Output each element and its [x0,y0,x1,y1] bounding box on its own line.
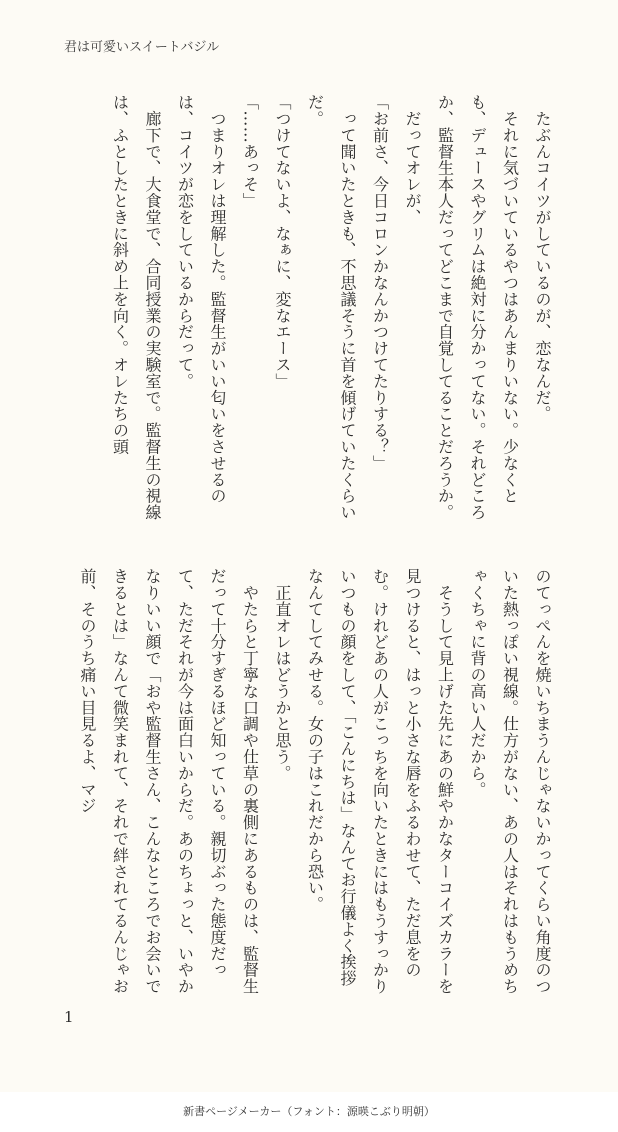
footer-credit: 新書ページメーカー（フォント：源暎こぶり明朝） [0,1092,618,1132]
page-number: 1 [64,1008,74,1026]
paragraph: のてっぺんを焼いちまうんじゃないかってくらい角度のついた熱っぽい視線。仕方がない、あの人はそれはもうめちゃくちゃに背の高い人だから。 [468,568,552,995]
book-title: 君は可愛いスイートバジル [64,40,220,55]
text-block-top [58,94,558,524]
paragraph: 「つけてないよ、なぁに、変なエース」 [273,94,292,390]
paragraph: って聞いたときも、不思議そうに首を傾げていたくらいだ。 [305,94,357,521]
paragraph: 廊下で、大食堂で、合同授業の実験室で。監督生の視線は、ふとしたときに斜め上を向く。オレたちの頭 [110,94,162,521]
paragraph: やたらと丁寧な口調や仕草の裏側にあるものは、監督生だって十分すぎるほど知っている。親切ぶった態度だって、ただそれが今は面白いからだ。あのちょっと、いやかなりいい顔で「おや監督生さん、こんなところでお会いできるとは」なんて微笑まれて、それで絆されてるんじゃお前、そのうち痛い目見るよ、マジ [78,568,260,995]
text-block-bottom [58,568,558,998]
paragraph: 「……あっそ」 [240,94,260,209]
paragraph: 「お前さ、今日コロンかなんかつけてたりする？」 [370,94,390,472]
paragraph: そうして見上げた先にあの鮮やかなターコイズカラーを見つけると、はっと小さな唇をふるわせて、ただ息をのむ。けれどあの人がこっちを向いたときにはもうすっかりいつもの顔をして、「こんにちは」なんてお行儀よく挨拶なんてしてみせる。女の子はこれだから恐い。 [305,568,455,995]
paragraph: つまりオレは理解した。監督生がいい匂いをさせるのは、コイツが恋をしているからだって。 [175,94,227,504]
paragraph: たぶんコイツがしているのが、恋なんだ。 [533,94,552,422]
paragraph: それに気づいているやつはあんまりいない。少なくとも、デュースやグリムは絶対に分かってない。それどころか、監督生本人だってどこまで自覚してることだろうか。 [435,94,520,521]
paragraph: だってオレが、 [403,94,422,226]
paragraph: 正直オレはどうかと思う。 [273,568,292,782]
